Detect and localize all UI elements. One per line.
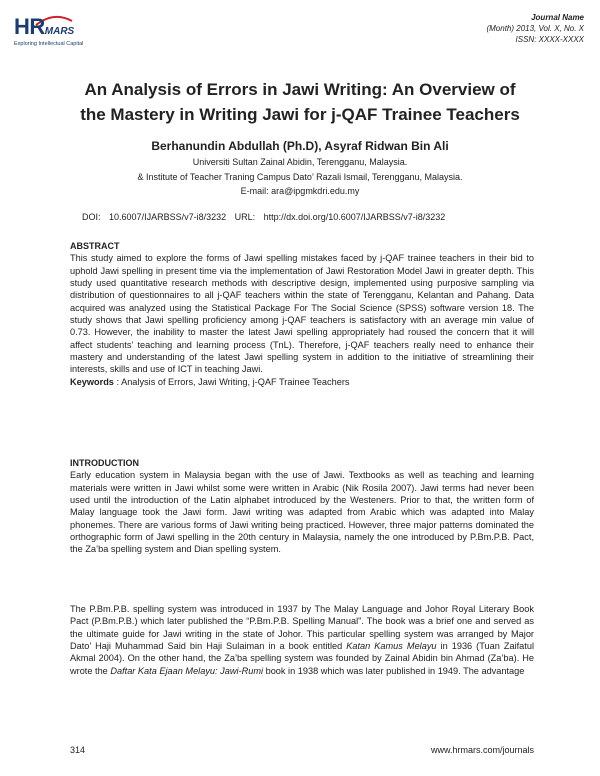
abstract-section: [70, 240, 534, 388]
logo-tagline: Exploring Intellectual Capital: [14, 41, 84, 47]
journal-name: Journal Name: [531, 13, 584, 22]
title-line-1: An Analysis of Errors in Jawi Writing: An Overview of: [84, 80, 516, 99]
affiliation-2: & Institute of Teacher Traning Campus Dato’ Razali Ismail, Terengganu, Malaysia.: [137, 171, 463, 182]
introduction-paragraph-1: Early education system in Malaysia began with the use of Jawi. Textbooks as well as teaching and learning materials were written in Jawi whilst some were written in Arabic (Nik Rosila 2007). Jawi terms had never been used until the introduction of the Latin alphabet introduced by the Westeners. Prior to that, the written form of Malay language took the Jawi form. Jawi writing was adapted from Arabic which was adapted into Malay phonemes. There are various forms of Jawi writing being practiced. However, three major patterns dominated the orthographic form of Jawi spelling in the 20th century in Malaysia, namely the one introduced by P.Bm.P.B. Pact, the Za’ba spelling system and Dian spelling system.: [70, 470, 534, 555]
doi-line: [82, 212, 451, 222]
url-label: URL:: [234, 212, 256, 222]
keywords-line: [70, 376, 534, 388]
logo-wordmark: HRMARS: [14, 14, 75, 39]
journal-issn: ISSN: XXXX-XXXX: [515, 35, 584, 44]
para2-italic-book-title: Katan Kamus Melayu: [346, 641, 437, 652]
abstract-heading: ABSTRACT: [70, 241, 120, 251]
introduction-heading: INTRODUCTION: [70, 458, 139, 468]
keywords-text: : Analysis of Errors, Jawi Writing, j-QAF Trainee Teachers: [113, 376, 350, 387]
abstract-text: This study aimed to explore the forms of Jawi spelling mistakes faced by j-QAF trainee teachers in their bid to uphold Jawi spelling in present time via the implementation of Jawi Restoration Model Jawi in greater depth. This study used quantitative research methods with descriptive design, implemented using purposive sampling via distribution of questionnaires to all j-QAF teachers within the state of Terengganu, Kelantan and Pahang. Data acquired was analyzed using the Statistical Package For The Social Science (SPSS) software version 18. The study shows that Jawi spelling proficiency among j-QAF teachers is satisfactory with an average min value of 0.73. However, the inability to master the latest Jawi spelling appropriately had roused the concern that it will affect students’ teaching and learning process (TnL). Therefore, j-QAF teachers really need to enhance their mastery and understanding of the latest Jawi spelling system in addition to the initiative of streamlining their interests, skills and use of ICT in teaching Jawi.: [70, 253, 534, 375]
introduction-paragraph-2: [70, 603, 534, 677]
para2-text-b: in 1936 (Tuan Zaifatul Akmal 2004). On the other hand, the Za’ba spelling system was founded by Zainal Abidin bin Ahmad (Za’ba). He wrote the: [70, 641, 534, 676]
para2-text-a: The P.Bm.P.B. spelling system was introduced in 1937 by The Malay Language and Johor Royal Literary Book Pact (P.Bm.P.B.) which later published the “P.Bm.P.B. Spelling Manual”. The book was a brief one and served as the ultimate guide for Jawi writing in the state of Johor. This particular spelling system was arranged by Major Dato’ Haji Muhammad Said bin Haji Sulaiman in a book entitled: [70, 604, 534, 652]
introduction-section: [70, 457, 534, 556]
para2-italic-book-title-2: Daftar Kata Ejaan Melayu: Jawi-Rumi: [110, 665, 264, 676]
affiliation-1: Universiti Sultan Zainal Abidin, Terengganu, Malaysia.: [192, 157, 408, 167]
journal-issue: (Month) 2013, Vol. X, No. X: [486, 24, 584, 33]
author-affiliations: [40, 155, 560, 199]
hrmars-logo: [14, 14, 154, 54]
keywords-label: Keywords: [70, 376, 114, 387]
title-line-2: the Mastery in Writing Jawi for j-QAF Trainee Teachers: [80, 105, 520, 124]
doi-label: DOI:: [82, 212, 101, 222]
doi-value[interactable]: 10.6007/IJARBSS/v7-i8/3232: [109, 212, 227, 222]
para2-text-c: book in 1938 which was later published in 1949. The advantage: [263, 665, 525, 676]
footer-website-link[interactable]: www.hrmars.com/journals: [430, 745, 534, 755]
journal-info: [486, 12, 584, 45]
paper-authors: Berhanundin Abdullah (Ph.D), Asyraf Ridwan Bin Ali: [151, 139, 449, 153]
author-email[interactable]: E-mail: ara@ipgmkdri.edu.my: [240, 186, 360, 196]
url-link[interactable]: http://dx.doi.org/10.6007/IJARBSS/v7-i8/3232: [263, 212, 446, 222]
page-number: 314: [70, 745, 86, 755]
paper-title: [40, 77, 560, 127]
